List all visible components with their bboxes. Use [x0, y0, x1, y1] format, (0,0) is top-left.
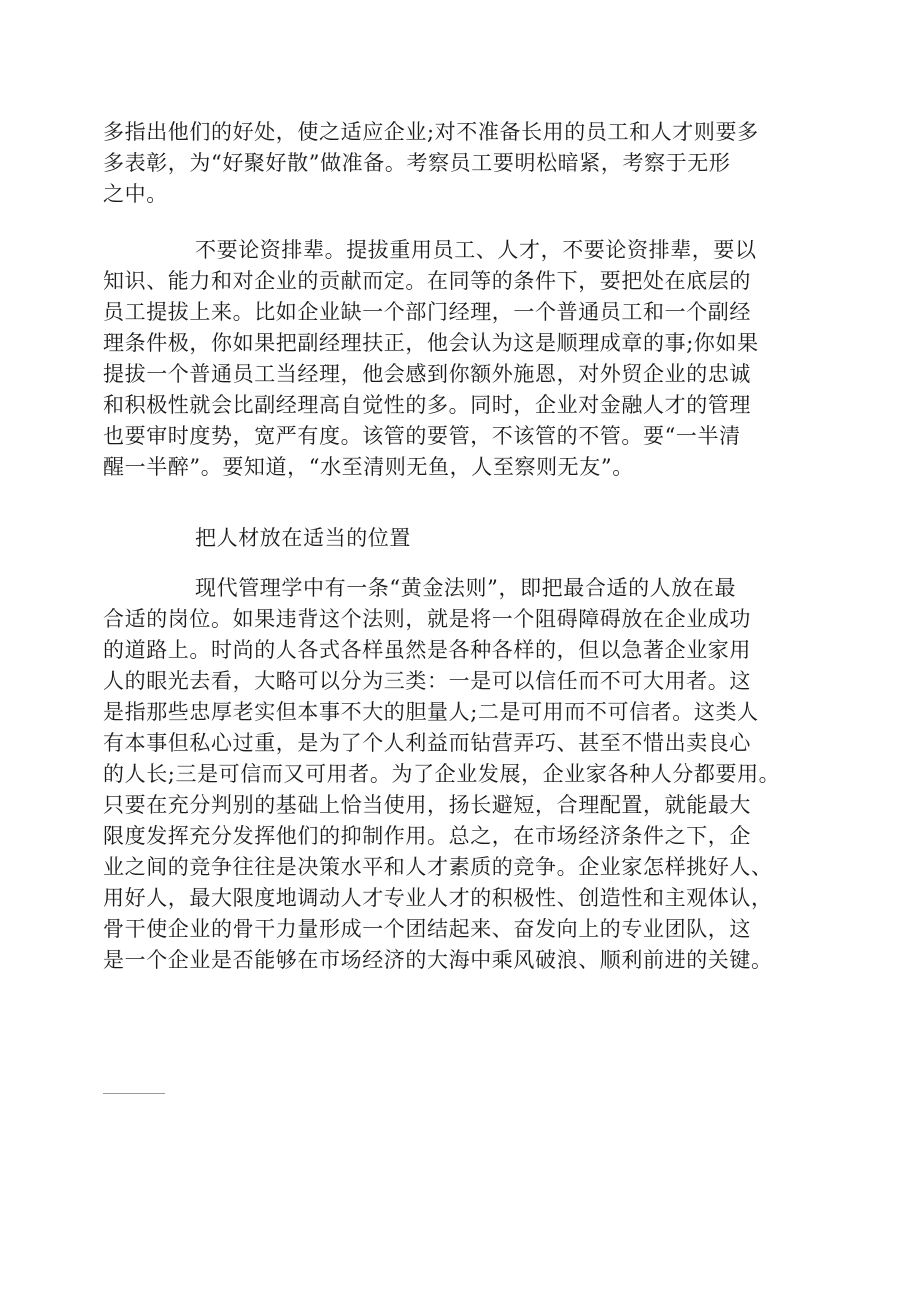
- paragraph-1: [103, 117, 793, 210]
- text-line: 多表彰，为“好聚好散”做准备。考察员工要明松暗紧，考察于无形: [103, 151, 731, 175]
- text-line: 是指那些忠厚老实但本事不大的胆量人;二是可用而不可信者。这类人: [103, 700, 759, 724]
- section-heading: [103, 523, 793, 554]
- text-line: 提拔一个普通员工当经理，他会感到你额外施恩，对外贸企业的忠诚: [103, 362, 751, 386]
- text-line: 不要论资排辈。提拔重用员工、人才，不要论资排辈，要以: [195, 238, 757, 262]
- text-line: 只要在充分判别的基础上恰当使用，扬长避短，合理配置，就能最大: [103, 793, 751, 817]
- text-line: 有本事但私心过重，是为了个人利益而钻营弄巧、甚至不惜出卖良心: [103, 731, 751, 755]
- text-line: 和积极性就会比副经理高自觉性的多。同时，企业对金融人才的管理: [103, 393, 751, 417]
- text-line: 多指出他们的好处，使之适应企业;对不准备长用的员工和人才则要多: [103, 120, 759, 144]
- text-line: 合适的岗位。如果违背这个法则，就是将一个阻碍障碍放在企业成功: [103, 607, 751, 631]
- text-line: 限度发挥充分发挥他们的抑制作用。总之，在市场经济条件之下，企: [103, 824, 751, 848]
- paragraph-2: [103, 235, 793, 483]
- paragraph-3: [103, 573, 793, 976]
- text-line: 理条件极，你如果把副经理扶正，他会认为这是顺理成章的事;你如果: [103, 331, 759, 355]
- text-line: 现代管理学中有一条“黄金法则”，即把最合适的人放在最: [195, 576, 737, 600]
- text-line: 的人长;三是可信而又可用者。为了企业发展，企业家各种人分都要用。: [103, 762, 781, 786]
- text-line: 之中。: [103, 182, 168, 206]
- text-line: 业之间的竞争往往是决策水平和人才素质的竞争。企业家怎样挑好人、: [103, 855, 773, 879]
- text-line: 骨干使企业的骨干力量形成一个团结起来、奋发向上的专业团队，这: [103, 917, 751, 941]
- text-line: 用好人，最大限度地调动人才专业人才的积极性、创造性和主观体认，: [103, 886, 773, 910]
- text-line: 的道路上。时尚的人各式各样虽然是各种各样的，但以急著企业家用: [103, 638, 751, 662]
- text-line: 是一个企业是否能够在市场经济的大海中乘风破浪、顺利前进的关键。: [103, 948, 773, 972]
- text-line: 员工提拔上来。比如企业缺一个部门经理，一个普通员工和一个副经: [103, 300, 751, 324]
- text-line: 醒一半醉”。要知道，“水至清则无鱼，人至察则无友”。: [103, 455, 634, 479]
- text-line: 也要审时度势，宽严有度。该管的要管，不该管的不管。要“一半清: [103, 424, 741, 448]
- section-heading-text: 把人材放在适当的位置: [195, 526, 411, 550]
- text-line: 人的眼光去看，大略可以分为三类：一是可以信任而不可大用者。这: [103, 669, 751, 693]
- footnote-separator: [103, 1093, 165, 1094]
- text-line: 知识、能力和对企业的贡献而定。在同等的条件下，要把处在底层的: [103, 269, 751, 293]
